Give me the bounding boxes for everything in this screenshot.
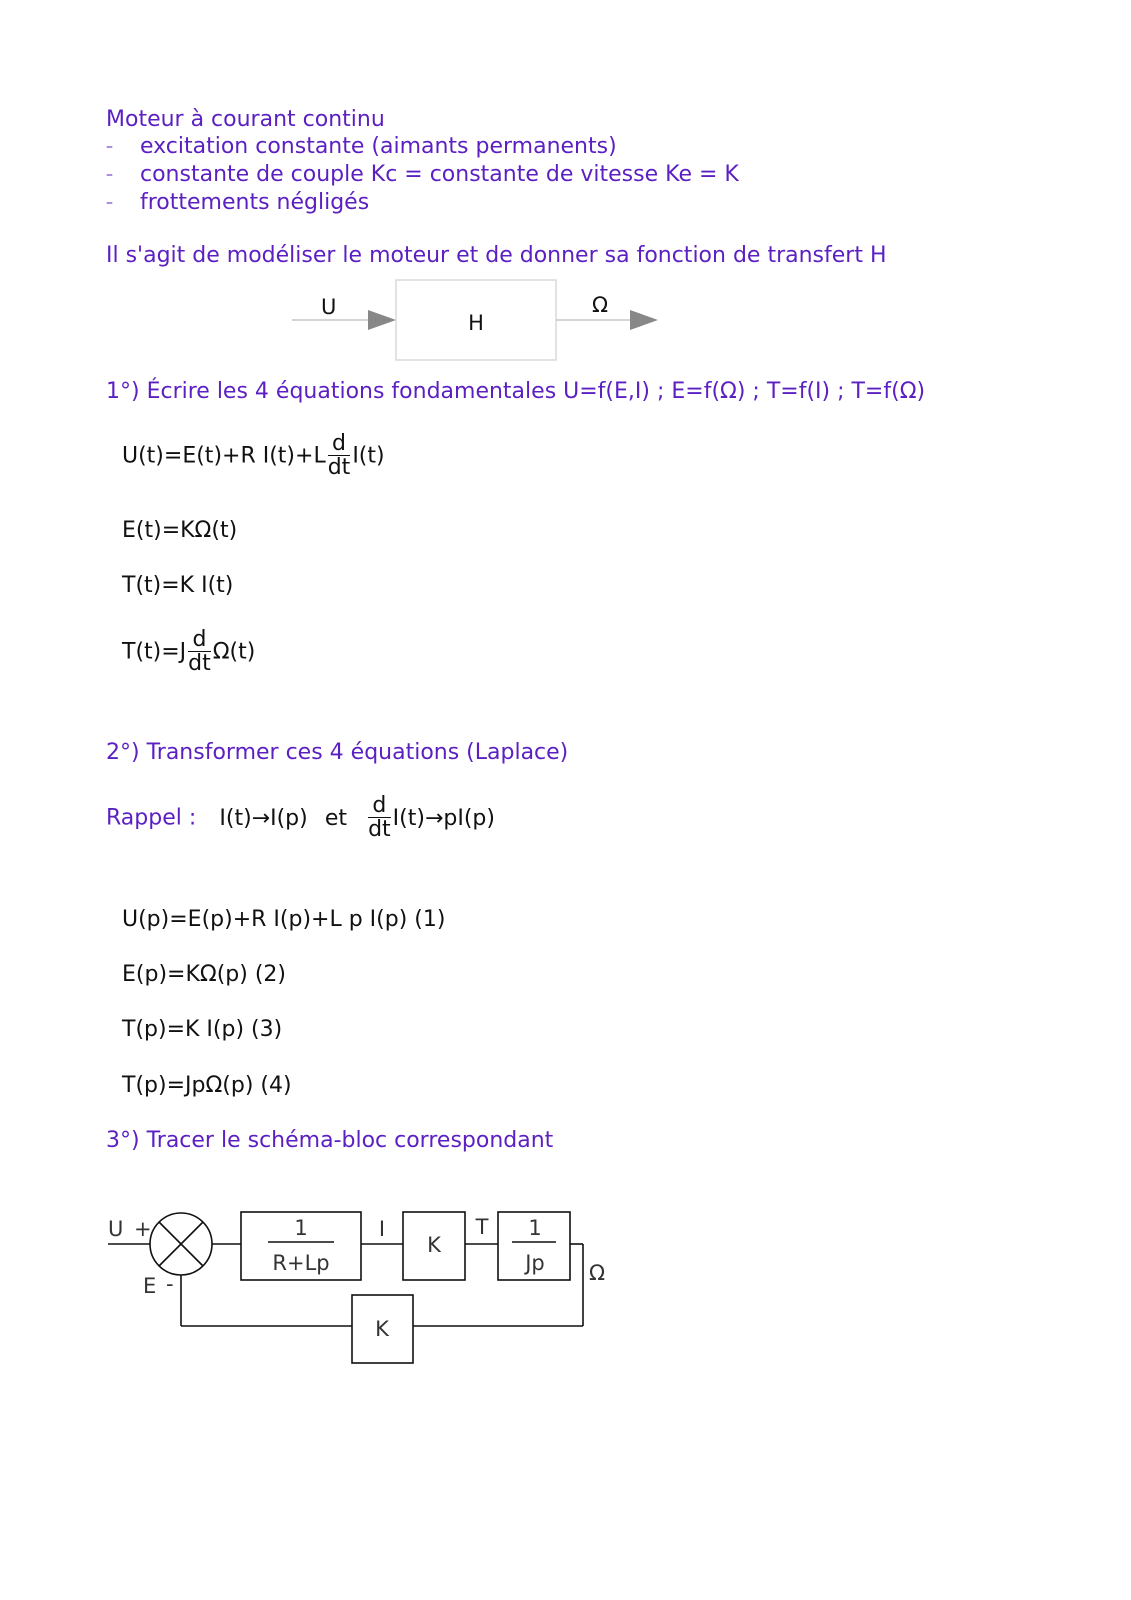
equation-1-left: U(t)=E(t)+R I(t)+L (122, 443, 326, 469)
document-title: Moteur à courant continu (106, 107, 385, 132)
equation-2: E(t)=KΩ(t) (122, 518, 238, 543)
bullet-text: frottements négligés (140, 190, 370, 215)
block-3-denominator: Jp (525, 1251, 545, 1275)
laplace-equation-4: T(p)=JpΩ(p) (4) (122, 1073, 292, 1098)
bullet-marker: – (106, 139, 113, 155)
signal-i-label: I (378, 1217, 386, 1241)
rappel-expression-b: I(t)→pI(p) (392, 805, 495, 831)
laplace-equation-3: T(p)=K I(p) (3) (122, 1017, 283, 1042)
minus-sign: - (166, 1272, 174, 1296)
fraction-denominator: dt (188, 651, 211, 676)
equation-3: T(t)=K I(t) (122, 573, 234, 598)
derivative-fraction (188, 629, 211, 676)
fraction-denominator: dt (327, 455, 351, 480)
question-2-heading: 2°) Transformer ces 4 équations (Laplace) (106, 740, 569, 765)
bullet-marker: – (106, 167, 113, 183)
fraction-numerator: d (368, 795, 391, 818)
output-label: Ω (591, 293, 609, 317)
laplace-equation-1: U(p)=E(p)+R I(p)+L p I(p) (1) (122, 907, 446, 932)
signal-t-label: T (475, 1215, 489, 1239)
input-label: U (108, 1217, 124, 1241)
block-h-label: H (468, 311, 484, 335)
rappel-label: Rappel : (106, 805, 197, 831)
equation-4-left: T(t)=J (122, 639, 187, 665)
equation-4-right: Ω(t) (212, 639, 256, 665)
input-label: U (321, 295, 337, 319)
output-arrow-icon (630, 310, 658, 330)
equation-4 (122, 629, 255, 676)
fraction-numerator: d (188, 629, 211, 652)
fraction-denominator: dt (368, 817, 391, 842)
plus-sign: + (134, 1217, 152, 1241)
rappel-and: et (324, 805, 347, 831)
fraction-numerator: d (328, 433, 351, 456)
derivative-fraction (368, 795, 391, 842)
rappel-line (106, 795, 495, 842)
bullet-text: constante de couple Kc = constante de vitesse Ke = K (140, 162, 739, 187)
derivative-fraction (328, 433, 351, 480)
transfer-function-diagram (280, 272, 680, 368)
feedback-label: E (143, 1274, 157, 1298)
bullet-text: excitation constante (aimants permanents) (140, 134, 617, 159)
input-arrow-icon (368, 310, 396, 330)
feedback-block-label: K (375, 1317, 389, 1341)
block-diagram (100, 1200, 620, 1380)
rappel-expression-a: I(t)→I(p) (219, 805, 308, 831)
question-3-heading: 3°) Tracer le schéma-bloc correspondant (106, 1128, 554, 1153)
block-3-numerator: 1 (528, 1216, 542, 1240)
block-2-label: K (427, 1233, 441, 1257)
bullet-marker: – (106, 195, 113, 211)
output-label: Ω (588, 1261, 606, 1285)
block-1-numerator: 1 (294, 1216, 308, 1240)
equation-1 (122, 433, 385, 480)
block-1-denominator: R+Lp (272, 1251, 330, 1275)
laplace-equation-2: E(p)=KΩ(p) (2) (122, 962, 286, 987)
equation-1-right: I(t) (352, 443, 385, 469)
task-statement: Il s'agit de modéliser le moteur et de donner sa fonction de transfert H (106, 243, 887, 268)
question-1-heading: 1°) Écrire les 4 équations fondamentales U=f(E,I) ; E=f(Ω) ; T=f(I) ; T=f(Ω) (106, 379, 926, 404)
